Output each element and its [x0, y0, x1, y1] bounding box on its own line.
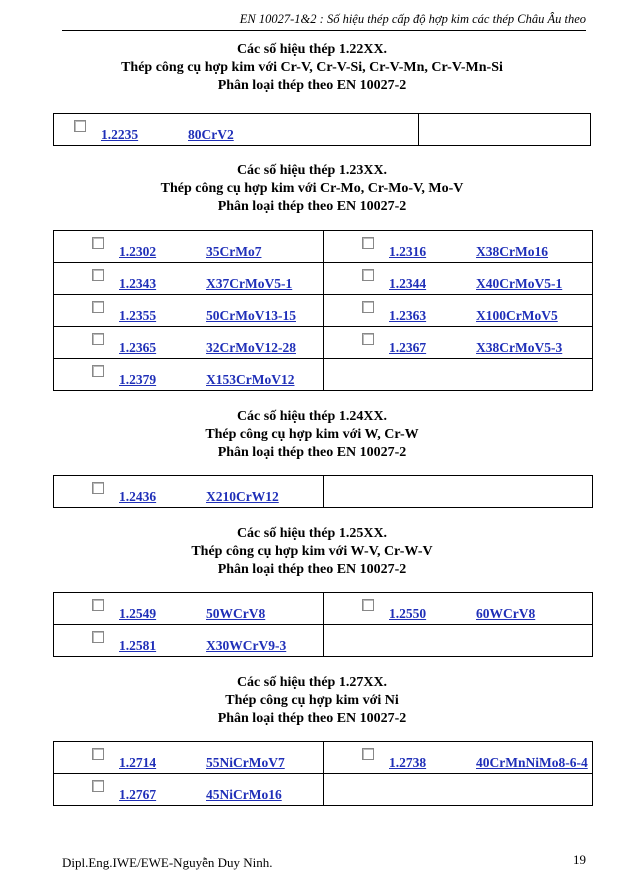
checkbox[interactable]: [362, 599, 374, 611]
steel-number-link[interactable]: 1.2355: [119, 308, 157, 323]
steel-number-link[interactable]: 1.2367: [389, 340, 427, 355]
table-row: [54, 231, 593, 263]
steel-number-link[interactable]: 1.2581: [119, 638, 157, 653]
section-4-classification: Phân loại thép theo EN 10027-2: [217, 562, 407, 577]
steel-number-link[interactable]: 1.2363: [389, 308, 427, 323]
steel-grade-link[interactable]: 50CrMoV13-15: [206, 308, 296, 323]
steel-entry-cell: [54, 295, 324, 327]
steel-entry-cell: [54, 359, 324, 391]
empty-cell: [419, 114, 591, 146]
table-row: [54, 359, 593, 391]
steel-number-link[interactable]: 1.2344: [389, 276, 427, 291]
steel-grade-link[interactable]: 60WCrV8: [476, 606, 536, 621]
table-row: [54, 476, 593, 508]
checkbox[interactable]: [92, 599, 104, 611]
section-3-subheading: Thép công cụ hợp kim với W, Cr-W: [205, 427, 419, 442]
steel-grade-link[interactable]: X153CrMoV12: [206, 372, 295, 387]
table-row: [54, 625, 593, 657]
steel-entry-cell: [54, 593, 324, 625]
steel-grade-link[interactable]: X38CrMoV5-3: [476, 340, 563, 355]
steel-entry-cell: [54, 625, 324, 657]
section-1-subheading: Thép công cụ hợp kim với Cr-V, Cr-V-Si, Cr-V-Mn, Cr-V-Mn-Si: [121, 60, 503, 75]
section-5-heading: Các số hiệu thép 1.27XX.: [236, 675, 388, 690]
steel-number-link[interactable]: 1.2379: [119, 372, 157, 387]
steel-number-link[interactable]: 1.2235: [101, 127, 139, 142]
steel-entry-cell: [54, 114, 419, 146]
section-4-heading: Các số hiệu thép 1.25XX.: [236, 526, 388, 541]
steel-number-link[interactable]: 1.2316: [389, 244, 427, 259]
section-1-heading: Các số hiệu thép 1.22XX.: [236, 42, 388, 57]
checkbox[interactable]: [92, 365, 104, 377]
checkbox[interactable]: [92, 237, 104, 249]
steel-grade-link[interactable]: X100CrMoV5: [476, 308, 558, 323]
steel-number-link[interactable]: 1.2738: [389, 755, 427, 770]
checkbox[interactable]: [92, 333, 104, 345]
steel-grade-link[interactable]: 55NiCrMoV7: [206, 755, 285, 770]
steel-entry-cell: [54, 263, 324, 295]
section-3-classification: Phân loại thép theo EN 10027-2: [217, 445, 407, 460]
checkbox[interactable]: [92, 301, 104, 313]
steel-number-link[interactable]: 1.2365: [119, 340, 157, 355]
checkbox[interactable]: [362, 333, 374, 345]
steel-grade-table-2: [53, 230, 593, 391]
header-text: EN 10027-1&2 : Số hiệu thép cấp độ hợp kim các thép Châu Âu theo: [239, 12, 586, 26]
table-row: [54, 327, 593, 359]
steel-number-link[interactable]: 1.2436: [119, 489, 157, 504]
steel-entry-cell: [324, 295, 593, 327]
steel-grade-link[interactable]: 40CrMnNiMo8-6-4: [476, 755, 588, 770]
table-row: [54, 774, 593, 806]
steel-grade-link[interactable]: 80CrV2: [188, 127, 234, 142]
checkbox[interactable]: [74, 120, 86, 132]
checkbox[interactable]: [92, 748, 104, 760]
table-row: [54, 742, 593, 774]
empty-cell: [324, 359, 593, 391]
steel-entry-cell: [324, 231, 593, 263]
checkbox[interactable]: [92, 482, 104, 494]
steel-grade-link[interactable]: 50WCrV8: [206, 606, 266, 621]
steel-grade-table-3: [53, 475, 593, 508]
steel-grade-link[interactable]: 32CrMoV12-28: [206, 340, 296, 355]
checkbox[interactable]: [362, 269, 374, 281]
steel-grade-link[interactable]: X210CrW12: [206, 489, 279, 504]
empty-cell: [324, 774, 593, 806]
steel-number-link[interactable]: 1.2714: [119, 755, 157, 770]
steel-grade-table-1: [53, 113, 591, 146]
page-header: [62, 8, 586, 31]
empty-cell: [324, 476, 593, 508]
section-1-classification: Phân loại thép theo EN 10027-2: [217, 78, 407, 93]
steel-entry-cell: [324, 742, 593, 774]
checkbox[interactable]: [362, 237, 374, 249]
steel-number-link[interactable]: 1.2549: [119, 606, 157, 621]
steel-entry-cell: [54, 231, 324, 263]
steel-number-link[interactable]: 1.2550: [389, 606, 427, 621]
section-4-subheading: Thép công cụ hợp kim với W-V, Cr-W-V: [191, 544, 433, 559]
steel-entry-cell: [324, 593, 593, 625]
steel-grade-link[interactable]: X37CrMoV5-1: [206, 276, 293, 291]
steel-entry-cell: [324, 327, 593, 359]
table-row: [54, 263, 593, 295]
steel-grade-link[interactable]: X30WCrV9-3: [206, 638, 287, 653]
steel-entry-cell: [54, 742, 324, 774]
section-5-subheading: Thép công cụ hợp kim với Ni: [225, 693, 399, 708]
footer-author: Dipl.Eng.IWE/EWE-Nguyễn Duy Ninh.: [62, 855, 273, 870]
checkbox[interactable]: [92, 631, 104, 643]
steel-grade-table-4: [53, 592, 593, 657]
steel-grade-link[interactable]: 35CrMo7: [206, 244, 262, 259]
steel-number-link[interactable]: 1.2767: [119, 787, 157, 802]
steel-number-link[interactable]: 1.2343: [119, 276, 157, 291]
steel-grade-link[interactable]: X38CrMo16: [476, 244, 548, 259]
section-2-heading: Các số hiệu thép 1.23XX.: [236, 163, 388, 178]
section-2-subheading: Thép công cụ hợp kim với Cr-Mo, Cr-Mo-V, Mo-V: [160, 181, 464, 196]
steel-entry-cell: [324, 263, 593, 295]
steel-number-link[interactable]: 1.2302: [119, 244, 157, 259]
table-row: [54, 114, 591, 146]
section-2-classification: Phân loại thép theo EN 10027-2: [217, 199, 407, 214]
checkbox[interactable]: [92, 269, 104, 281]
steel-entry-cell: [54, 774, 324, 806]
steel-grade-table-5: [53, 741, 593, 806]
checkbox[interactable]: [362, 301, 374, 313]
table-row: [54, 593, 593, 625]
empty-cell: [324, 625, 593, 657]
page-number: 19: [573, 852, 586, 867]
checkbox[interactable]: [92, 780, 104, 792]
steel-entry-cell: [54, 327, 324, 359]
steel-entry-cell: [54, 476, 324, 508]
checkbox[interactable]: [362, 748, 374, 760]
steel-grade-link[interactable]: X40CrMoV5-1: [476, 276, 563, 291]
section-5-classification: Phân loại thép theo EN 10027-2: [217, 711, 407, 726]
table-row: [54, 295, 593, 327]
section-3-heading: Các số hiệu thép 1.24XX.: [236, 409, 388, 424]
steel-grade-link[interactable]: 45NiCrMo16: [206, 787, 282, 802]
